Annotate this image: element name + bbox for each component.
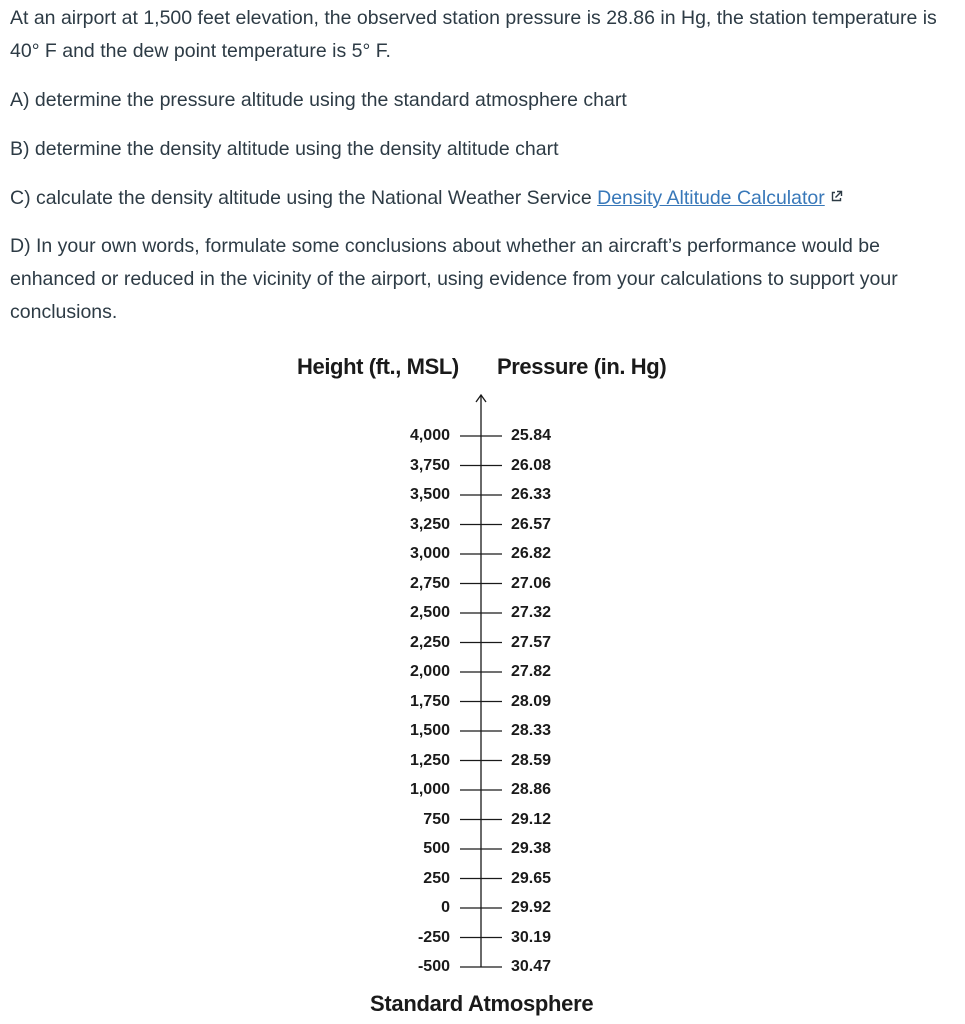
pressure-tick-label: 29.65 <box>511 869 552 887</box>
pressure-tick-label: 27.06 <box>511 574 552 592</box>
pressure-tick-label: 26.82 <box>511 545 552 562</box>
height-tick-label: 250 <box>423 869 450 887</box>
pressure-tick-label: 26.33 <box>511 486 552 503</box>
height-column-header: Height (ft., MSL) <box>297 354 459 379</box>
question-part-c-text: C) calculate the density altitude using the National Weather Service <box>10 187 598 209</box>
pressure-tick-label: 25.84 <box>511 427 552 444</box>
height-tick-label: 1,750 <box>409 692 450 710</box>
pressure-tick-label: 26.08 <box>511 456 552 474</box>
height-tick-label: 2,000 <box>409 663 450 680</box>
chart-title: Standard Atmosphere <box>370 991 594 1016</box>
pressure-column-header: Pressure (in. Hg) <box>497 354 667 379</box>
height-tick-label: -500 <box>417 958 450 975</box>
height-tick-label: 2,250 <box>409 633 450 651</box>
pressure-tick-label: 29.38 <box>511 840 552 857</box>
pressure-tick-label: 27.57 <box>511 633 552 651</box>
question-part-b: B) determine the density altitude using the density altitude chart <box>10 138 559 160</box>
question-part-d: D) In your own words, formulate some conclusions about whether an aircraft’s performance would be enhanced or reduced in the vicinity of the airport, using evidence from your calculations to support your conclusions. <box>10 235 898 323</box>
height-tick-label: 1,500 <box>409 722 450 739</box>
altitude-axis <box>0 350 965 1024</box>
height-tick-label: 500 <box>423 840 450 857</box>
height-tick-label: 3,250 <box>409 515 450 533</box>
height-tick-label: 3,750 <box>409 456 450 474</box>
height-tick-label: 4,000 <box>409 427 450 444</box>
height-tick-label: 3,000 <box>409 545 450 562</box>
pressure-tick-label: 27.82 <box>511 663 552 680</box>
pressure-tick-label: 27.32 <box>511 604 552 621</box>
height-tick-label: 2,750 <box>409 574 450 592</box>
height-tick-label: 1,250 <box>409 751 450 769</box>
height-tick-label: 0 <box>441 899 450 916</box>
density-altitude-calculator-link[interactable]: Density Altitude Calculator <box>597 187 825 209</box>
pressure-tick-label: 30.19 <box>511 928 552 946</box>
external-link-icon[interactable] <box>830 181 843 214</box>
question-intro: At an airport at 1,500 feet elevation, the observed station pressure is 28.86 in Hg, the station temperature is 40° F and the dew point temperature is 5° F. <box>10 7 937 62</box>
pressure-tick-label: 26.57 <box>511 515 552 533</box>
pressure-tick-label: 30.47 <box>511 958 552 975</box>
question-part-c <box>10 182 843 215</box>
pressure-tick-label: 28.09 <box>511 692 552 710</box>
pressure-tick-label: 28.59 <box>511 751 552 769</box>
height-tick-label: 3,500 <box>409 486 450 503</box>
height-tick-label: 1,000 <box>409 781 450 798</box>
pressure-tick-label: 29.92 <box>511 899 552 916</box>
pressure-tick-label: 28.86 <box>511 781 552 798</box>
height-tick-label: -250 <box>417 928 450 946</box>
height-tick-label: 2,500 <box>409 604 450 621</box>
height-tick-label: 750 <box>423 810 450 828</box>
standard-atmosphere-chart <box>0 350 965 1024</box>
question-part-a: A) determine the pressure altitude using the standard atmosphere chart <box>10 89 627 111</box>
pressure-tick-label: 28.33 <box>511 722 552 739</box>
pressure-tick-label: 29.12 <box>511 810 552 828</box>
